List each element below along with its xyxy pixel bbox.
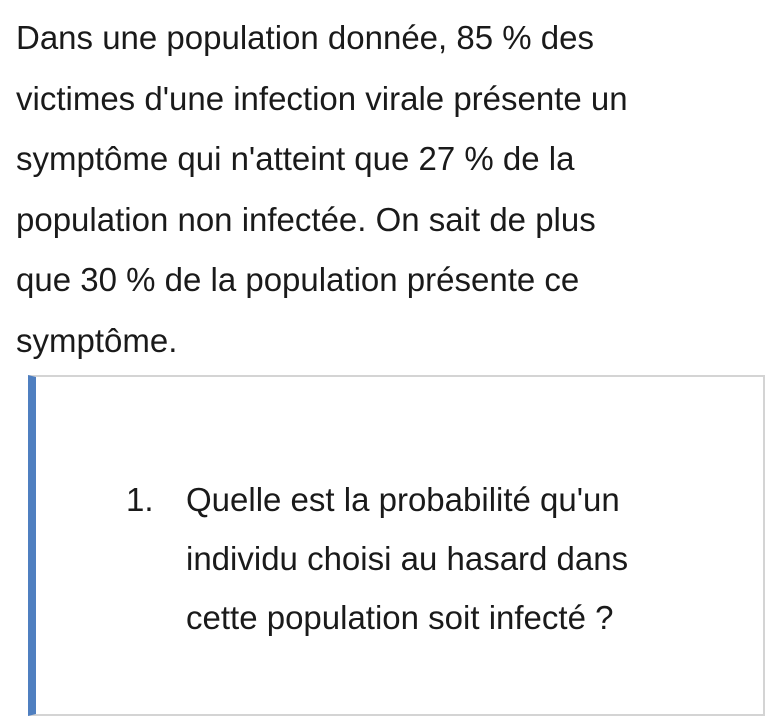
statement-line: Dans une population donnée, 85 % des: [16, 19, 594, 56]
statement-line: population non infectée. On sait de plus: [16, 200, 596, 238]
problem-statement: [16, 8, 768, 371]
question-line: cette population soit infecté ?: [186, 599, 614, 636]
statement-line: victimes d'une infection virale présente un: [16, 79, 628, 117]
statement-line: symptôme qui n'atteint que 27 % de la: [16, 140, 575, 177]
question-text: [186, 470, 686, 647]
question-item: [126, 470, 686, 647]
question-number: 1.: [126, 481, 154, 518]
question-line: Quelle est la probabilité qu'un: [186, 481, 620, 518]
statement-line: symptôme.: [16, 321, 178, 359]
question-box: [28, 375, 765, 716]
question-line: individu choisi au hasard dans: [186, 540, 629, 577]
statement-line: que 30 % de la population présente ce: [16, 261, 580, 298]
